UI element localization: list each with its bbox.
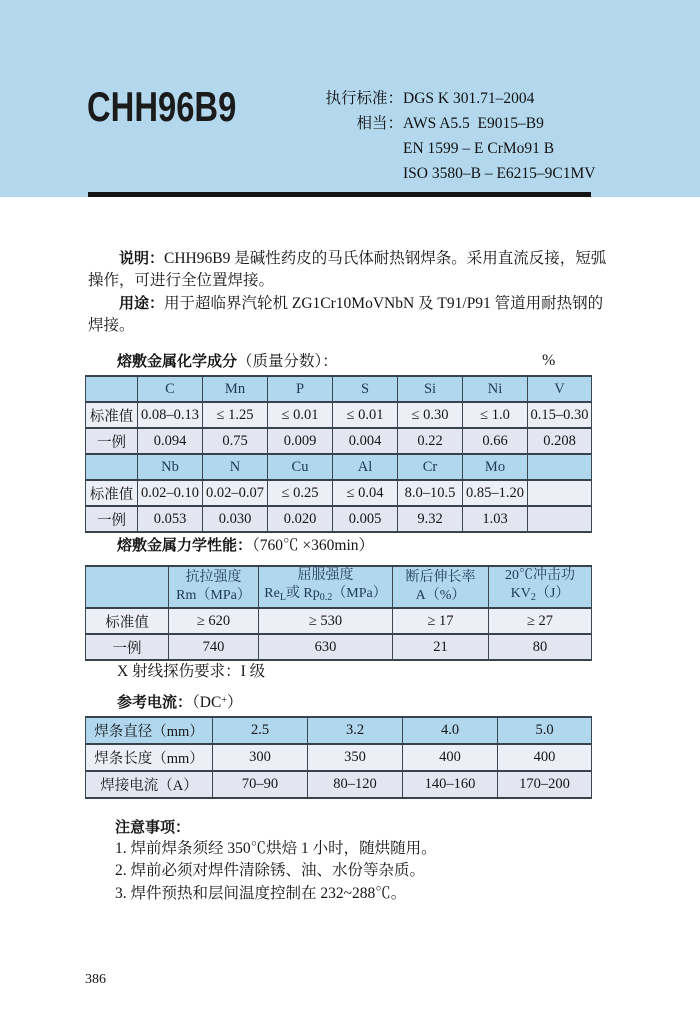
chem-cell: [86, 376, 138, 402]
current-dc-prefix: （DC: [192, 694, 222, 711]
chem-section-paren: （质量分数）：: [237, 353, 338, 370]
chem-cell: ≤ 1.0: [463, 402, 528, 428]
standard-value: AWS A5.5 E9015–B9: [403, 115, 544, 132]
chem-cell: 0.053: [138, 506, 203, 532]
note-item: 3. 焊件预热和层间温度控制在 232~288℃。: [115, 884, 407, 902]
mech-header-line2: Rm（MPa）: [176, 588, 251, 603]
description-label: 说明：: [119, 250, 165, 267]
current-table: [85, 716, 592, 799]
current-row-label: 焊接电流（A）: [86, 771, 213, 798]
chem-cell: 8.0–10.5: [398, 480, 463, 506]
chem-cell: S: [333, 376, 398, 402]
standard-row: [295, 111, 595, 136]
chem-cell: [528, 454, 592, 480]
standard-value: EN 1599 – E CrMo91 B: [403, 140, 555, 157]
header-divider-rule: [88, 192, 591, 197]
mech-cell: 21: [393, 634, 489, 660]
current-dc-suffix: ）: [226, 694, 243, 711]
mech-cell: 80: [489, 634, 592, 660]
current-cell: 5.0: [498, 717, 592, 744]
mech-cell: 630: [259, 634, 393, 660]
chem-header-row-1: [86, 376, 592, 402]
page-number: 386: [85, 972, 106, 987]
mech-header-row: [86, 566, 592, 608]
chem-cell: 0.005: [333, 506, 398, 532]
current-row-label: 焊条直径（mm）: [86, 717, 213, 744]
chem-section-title: 熔敷金属化学成分: [117, 353, 238, 370]
standard-value: DGS K 301.71–2004: [403, 90, 535, 107]
chem-cell: 0.004: [333, 428, 398, 454]
note-item: 1. 焊前焊条须经 350℃烘焙 1 小时，随烘随用。: [115, 840, 437, 857]
standard-label: [295, 161, 403, 186]
current-cell: 400: [403, 744, 498, 771]
mech-header-line2: KV: [510, 586, 531, 601]
current-cell: 4.0: [403, 717, 498, 744]
current-cell: 2.5: [213, 717, 308, 744]
current-cell: 3.2: [308, 717, 403, 744]
chem-example-row-2: [86, 506, 592, 532]
current-section-title: 参考电流：: [117, 694, 193, 711]
current-cell: 300: [213, 744, 308, 771]
mech-header-line2: Re: [264, 586, 280, 601]
current-cell: 350: [308, 744, 403, 771]
standards-block: [295, 86, 595, 186]
chem-cell: Cr: [398, 454, 463, 480]
mech-example-row: [86, 634, 592, 660]
mech-header-subscript: L: [279, 592, 286, 603]
mech-header-impact: [489, 566, 592, 608]
chem-table: [85, 375, 592, 533]
chem-cell: Si: [398, 376, 463, 402]
mech-table: [85, 565, 592, 661]
chem-cell: 标准值: [86, 480, 138, 506]
mech-cell: 740: [169, 634, 259, 660]
mech-cell: ≥ 17: [393, 608, 489, 634]
chem-standard-row-1: [86, 402, 592, 428]
chem-cell: V: [528, 376, 592, 402]
mech-section-condition: （760℃ ×360min）: [252, 537, 374, 554]
mech-row-label: 标准值: [86, 608, 169, 634]
standard-label: [295, 136, 403, 161]
chem-cell: [528, 506, 592, 532]
chem-cell: ≤ 0.04: [333, 480, 398, 506]
chem-cell: Al: [333, 454, 398, 480]
chem-cell: C: [138, 376, 203, 402]
current-diameter-row: [86, 717, 592, 744]
standard-row: [295, 136, 595, 161]
mech-section-heading: [117, 536, 374, 556]
notes-list: [115, 838, 437, 905]
chem-cell: 0.15–0.30: [528, 402, 592, 428]
description-paragraph: [88, 248, 618, 293]
mech-header-line1: 抗拉强度: [185, 570, 242, 585]
usage-text: 用于超临界汽轮机 ZG1Cr10MoVNbN 及 T91/P91 管道用耐热钢的焊接。: [88, 294, 604, 335]
mech-section-title: 熔敷金属力学性能：: [117, 537, 253, 554]
chem-unit-percent: %: [542, 352, 556, 369]
chem-cell: 标准值: [86, 402, 138, 428]
chem-example-row-1: [86, 428, 592, 454]
current-length-row: [86, 744, 592, 771]
current-section-heading: [117, 691, 242, 713]
note-item: 2. 焊前必须对焊件清除锈、油、水份等杂质。: [115, 862, 426, 880]
chem-cell: 0.22: [398, 428, 463, 454]
chem-cell: 0.208: [528, 428, 592, 454]
chem-cell: ≤ 0.30: [398, 402, 463, 428]
mech-corner-cell: [86, 566, 169, 608]
usage-paragraph: [88, 293, 618, 338]
mech-cell: ≥ 620: [169, 608, 259, 634]
chem-cell: Nb: [138, 454, 203, 480]
chem-cell: Ni: [463, 376, 528, 402]
chem-standard-row-2: [86, 480, 592, 506]
chem-cell: ≤ 0.01: [333, 402, 398, 428]
standard-value: ISO 3580–B – E6215–9C1MV: [403, 165, 596, 182]
chem-cell: ≤ 1.25: [203, 402, 268, 428]
chem-cell: Cu: [268, 454, 333, 480]
intro-block: [88, 248, 618, 338]
current-row-label: 焊条长度（mm）: [86, 744, 213, 771]
chem-cell: N: [203, 454, 268, 480]
chem-cell: 0.009: [268, 428, 333, 454]
mech-header-line2: A（%）: [415, 588, 466, 603]
standard-label: 相当：: [356, 115, 403, 132]
current-amperage-row: [86, 771, 592, 798]
chem-cell: ≤ 0.25: [268, 480, 333, 506]
mech-cell: ≥ 530: [259, 608, 393, 634]
current-dc-superscript: +: [221, 695, 227, 706]
mech-cell: ≥ 27: [489, 608, 592, 634]
mech-header-subscript: 0.2: [319, 592, 333, 603]
chem-cell: 一例: [86, 506, 138, 532]
product-title: CHH96B9: [87, 83, 237, 130]
chem-cell: P: [268, 376, 333, 402]
mech-header-line2: （J）: [535, 586, 570, 601]
current-cell: 140–160: [403, 771, 498, 798]
current-cell: 70–90: [213, 771, 308, 798]
chem-cell: 1.03: [463, 506, 528, 532]
chem-section-heading: [117, 352, 338, 372]
chem-cell: 一例: [86, 428, 138, 454]
chem-cell: 0.030: [203, 506, 268, 532]
chem-cell: 9.32: [398, 506, 463, 532]
chem-cell: 0.02–0.07: [203, 480, 268, 506]
standard-label: 执行标准：: [325, 90, 403, 107]
chem-cell: 0.08–0.13: [138, 402, 203, 428]
chem-cell: 0.020: [268, 506, 333, 532]
standard-row: [295, 161, 595, 186]
current-cell: 80–120: [308, 771, 403, 798]
current-cell: 400: [498, 744, 592, 771]
chem-cell: 0.66: [463, 428, 528, 454]
current-cell: 170–200: [498, 771, 592, 798]
chem-cell: 0.75: [203, 428, 268, 454]
chem-cell: Mo: [463, 454, 528, 480]
mech-header-line1: 20℃冲击功: [505, 568, 575, 583]
mech-header-subscript: 2: [530, 592, 536, 603]
notes-title: 注意事项：: [115, 819, 191, 836]
chem-cell: 0.85–1.20: [463, 480, 528, 506]
mech-row-label: 一例: [86, 634, 169, 660]
mech-header-line1: 屈服强度: [297, 568, 354, 583]
xray-requirement-note: X 射线探伤要求：I 级: [117, 663, 266, 680]
chem-cell: [86, 454, 138, 480]
mech-standard-row: [86, 608, 592, 634]
chem-cell: 0.02–0.10: [138, 480, 203, 506]
mech-header-line2: （MPa）: [332, 586, 387, 601]
chem-cell: [528, 480, 592, 506]
chem-cell: ≤ 0.01: [268, 402, 333, 428]
standard-row: [295, 86, 595, 111]
mech-header-line1: 断后伸长率: [405, 570, 476, 585]
usage-label: 用途：: [119, 294, 165, 312]
chem-cell: 0.094: [138, 428, 203, 454]
description-text: CHH96B9 是碱性药皮的马氏体耐热钢焊条。采用直流反接，短弧操作，可进行全位置焊接。: [88, 250, 607, 290]
mech-header-elongation: [393, 566, 489, 608]
chem-cell: Mn: [203, 376, 268, 402]
mech-header-tensile: [169, 566, 259, 608]
chem-header-row-2: [86, 454, 592, 480]
mech-header-yield: [259, 566, 393, 608]
mech-header-line2: 或 Rp: [285, 586, 320, 601]
